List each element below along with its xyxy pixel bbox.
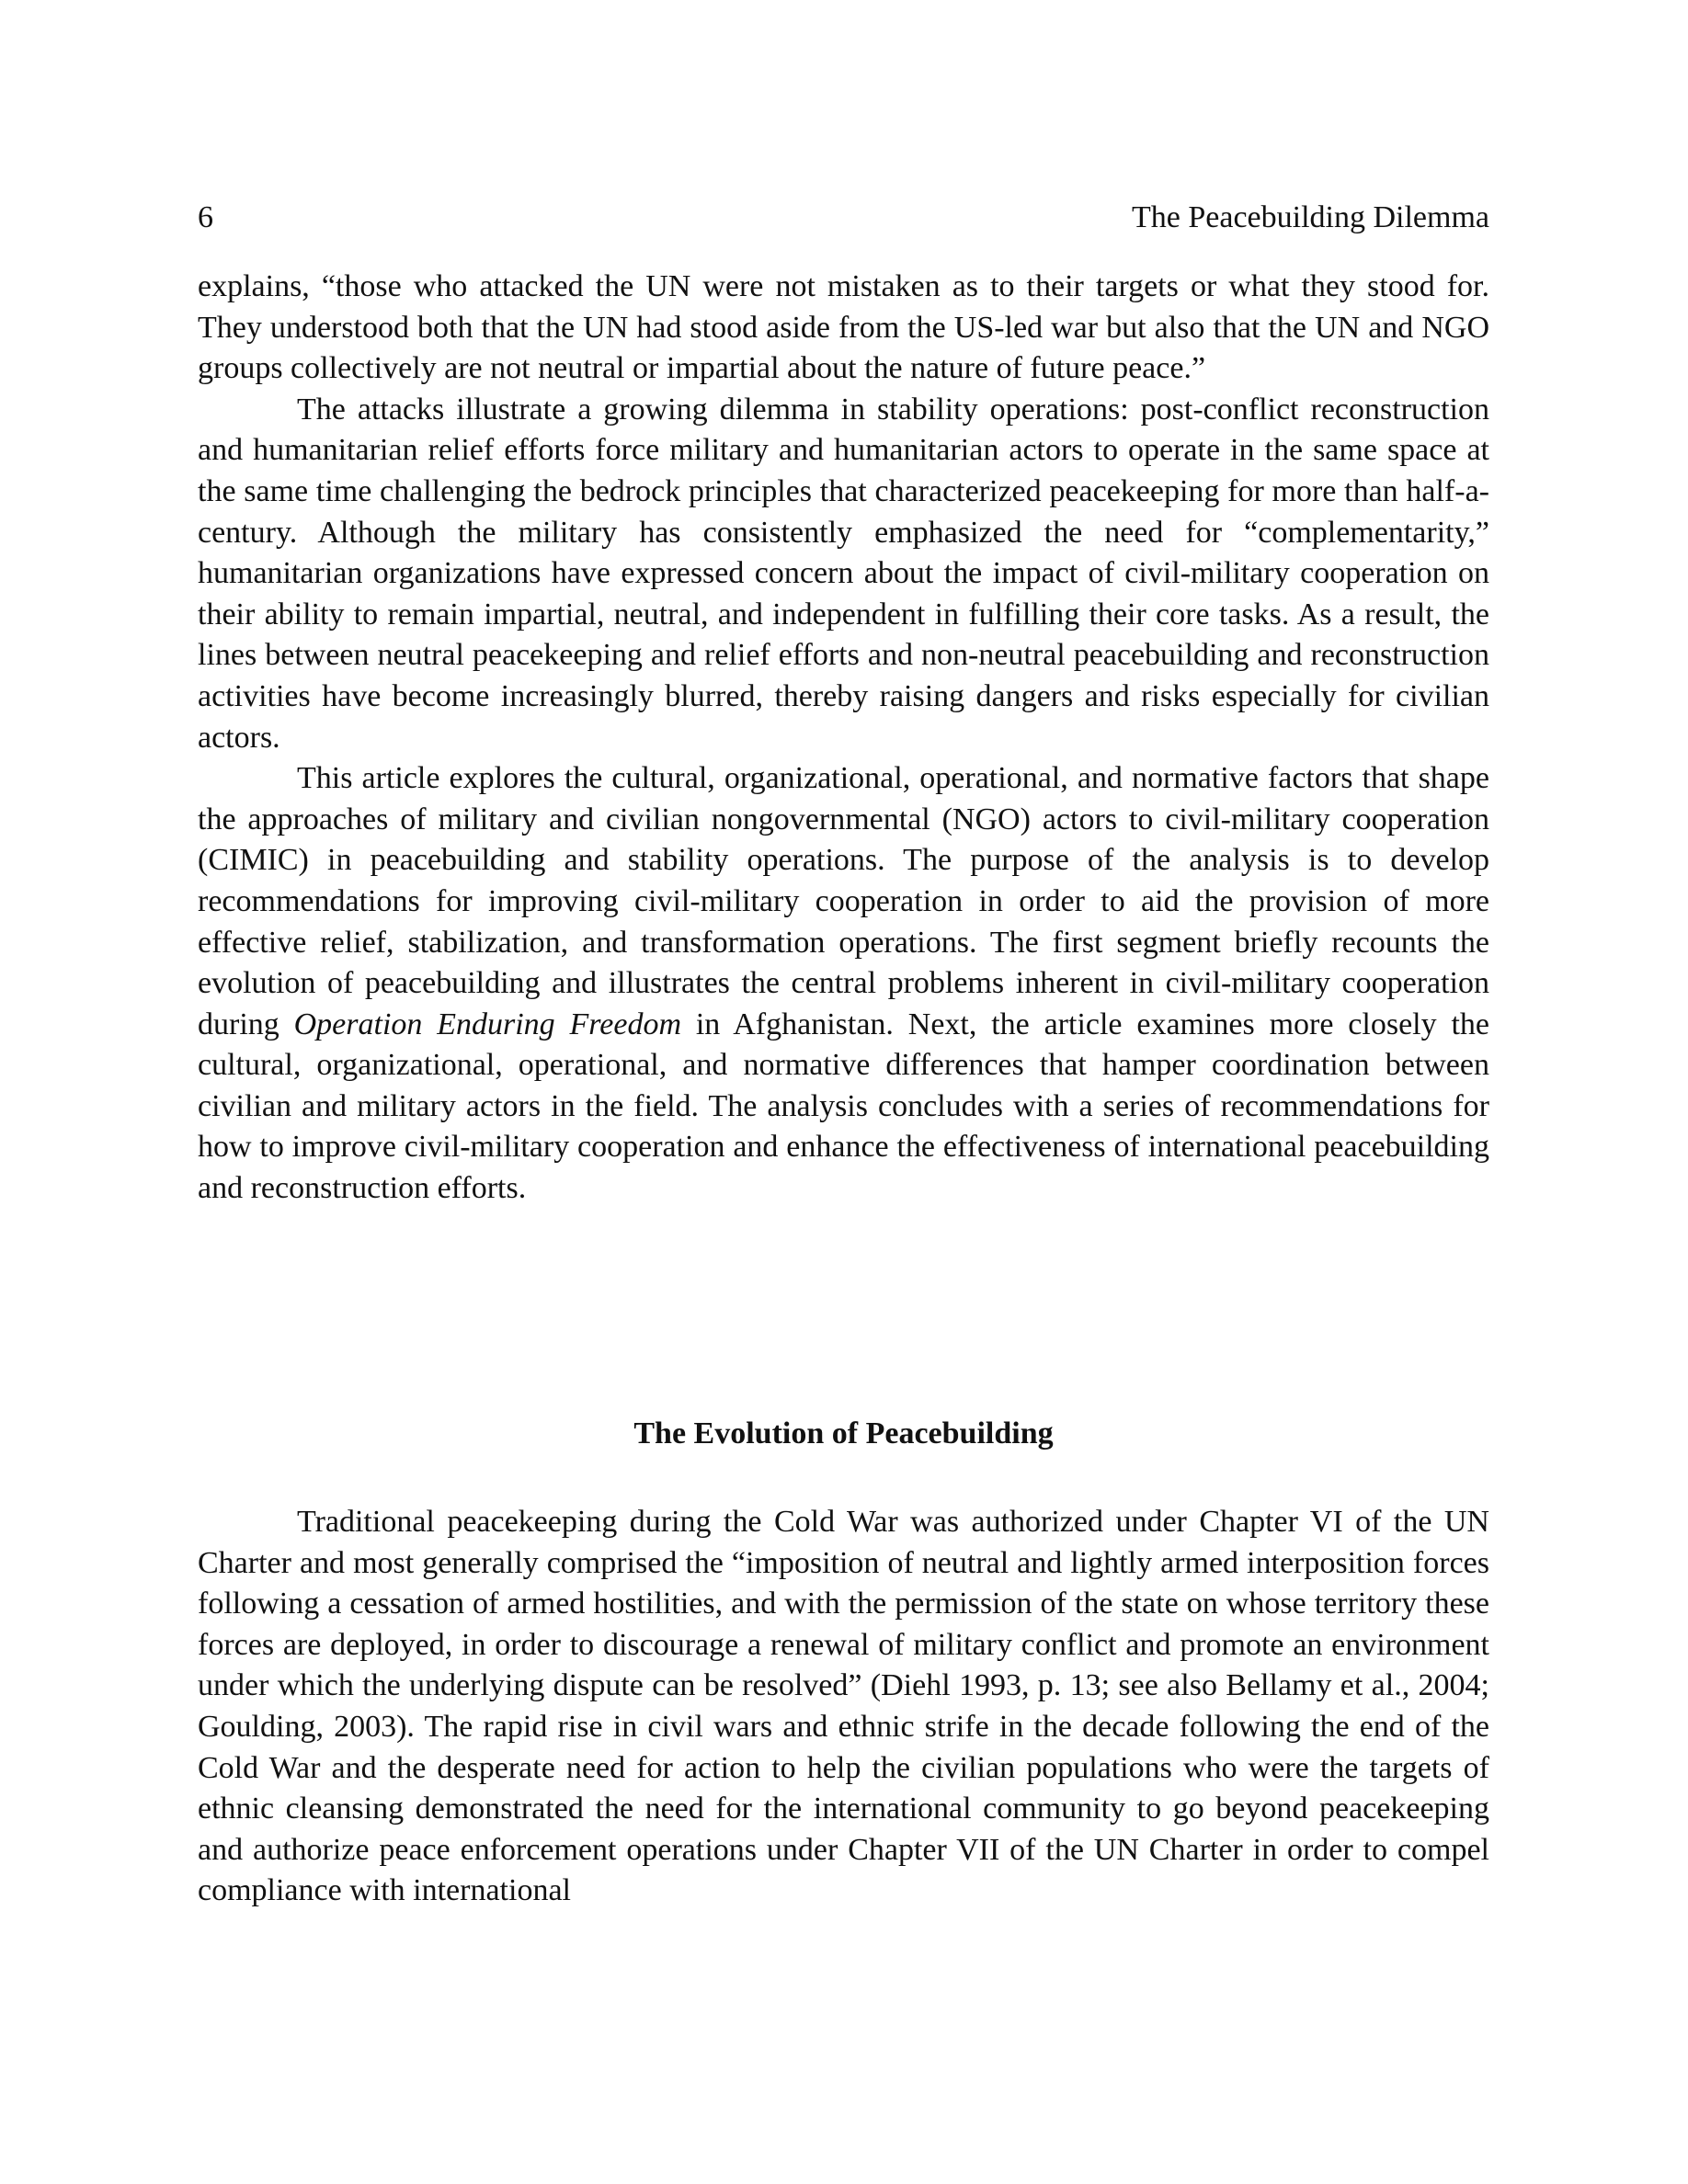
section-heading: The Evolution of Peacebuilding bbox=[633, 1416, 1054, 1450]
running-header bbox=[198, 195, 1489, 241]
paragraph-article-overview bbox=[198, 758, 1489, 1210]
paragraph-overview-part1: This article explores the cultural, organizational, operational, and normative factors that shape the approaches of military and civilian nongovernmental (NGO) actors to civil-military cooperation (CIMIC) in peacebuilding and stability operations. The purpose of the analysis is to develop recommendations for improving civil-military cooperation in order to aid the provision of more effective relief, stabilization, and transformation operations. The first segment briefly recounts the evolution of peacebuilding and illustrates the central problems inherent in civil-military cooperation during bbox=[198, 761, 1489, 1041]
paragraph-continued: explains, “those who attacked the UN were not mistaken as to their targets or what they stood for. They understood both that the UN had stood aside from the US-led war but also that the UN and NGO groups collectively are not neutral or impartial about the nature of future peace.” bbox=[198, 269, 1489, 386]
page-number: 6 bbox=[198, 200, 213, 234]
body-text-top bbox=[198, 267, 1489, 1210]
paragraph-overview-part2: in Afghanistan. Next, the article examines more closely the cultural, organizational, operational, and normative differences that hamper coordination between civilian and military actors in the field. The analysis concludes with a series of recommendations for how to improve civil-military cooperation and enhance the effectiveness of international peacebuilding and reconstruction efforts. bbox=[198, 1007, 1489, 1206]
paragraph-dilemma: The attacks illustrate a growing dilemma in stability operations: post-conflict reconstruction and humanitarian relief efforts force military and humanitarian actors to operate in the same space at the same time challenging the bedrock principles that characterized peacekeeping for more than half-a-century. Although the military has consistently emphasized the need for “complementarity,” humanitarian organizations have expressed concern about the impact of civil-military cooperation on their ability to remain impartial, neutral, and independent in fulfilling their core tasks. As a result, the lines between neutral peacekeeping and relief efforts and non-neutral peacebuilding and reconstruction activities have become increasingly blurred, thereby raising dangers and risks especially for civilian actors. bbox=[198, 392, 1489, 755]
body-text-bottom bbox=[198, 1502, 1489, 1912]
paragraph-traditional-peacekeeping: Traditional peacekeeping during the Cold War was authorized under Chapter VI of the UN Charter and most generally comprised the “imposition of neutral and lightly armed interposition forces following a cessation of armed hostilities, and with the permission of the state on whose territory these forces are deployed, in order to discourage a renewal of military conflict and promote an environment under which the underlying dispute can be resolved” (Diehl 1993, p. 13; see also Bellamy et al., 2004; Goulding, 2003). The rapid rise in civil wars and ethnic strife in the decade following the end of the Cold War and the desperate need for action to help the civilian populations who were the targets of ethnic cleansing demonstrated the need for the international community to go beyond peacekeeping and authorize peace enforcement operations under Chapter VII of the UN Charter in order to compel compliance with international bbox=[198, 1505, 1489, 1908]
operation-name-italic: Operation Enduring Freedom bbox=[293, 1007, 681, 1041]
running-title: The Peacebuilding Dilemma bbox=[1132, 200, 1489, 234]
